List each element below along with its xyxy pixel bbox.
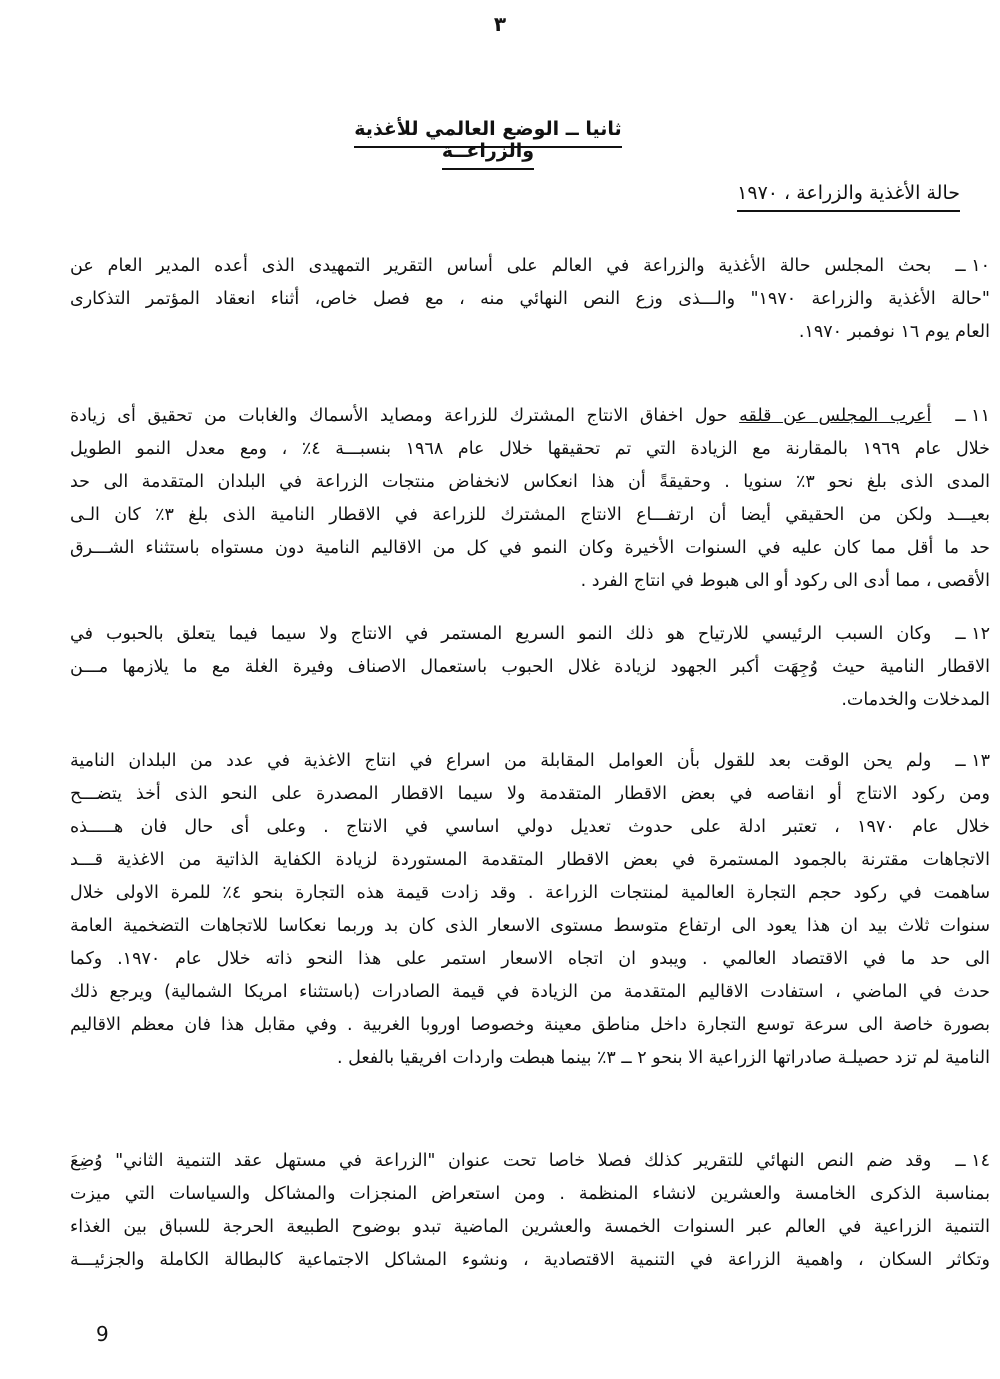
paragraph-line: سنوات ثلاث بيد ان هذا يعود الى ارتفاع متوسط مستوى الاسعار الذى كان بد وربما نعكاسا للاتجاهات التضخمية العامة xyxy=(70,916,990,936)
header-page-number: ٣ xyxy=(493,12,507,36)
paragraph-line: حد ما أقل مما كان عليه في السنوات الأخيرة وكان النمو في كل من الاقاليم النامية دون مستواه باستثناء الشـــرق xyxy=(70,538,990,558)
paragraph-line: المدخلات والخدمات. xyxy=(841,690,990,710)
paragraph-line: المدى الذى بلغ نحو ٣٪ سنويا . وحقيقةً أن هذا انعكاس لانخفاض منتجات الزراعة في البلدان المتقدمة الى حد xyxy=(70,472,990,492)
paragraph-number: ١٤ ــ xyxy=(955,1151,990,1171)
paragraph-line xyxy=(70,745,990,778)
paragraph-line xyxy=(70,250,990,283)
line-text: ولم يحن الوقت بعد للقول بأن العوامل المقابلة من اسراع في انتاج الاغذية في عدد من البلدان النامية xyxy=(70,751,932,771)
paragraph-line xyxy=(70,618,990,651)
paragraph-14 xyxy=(70,1145,990,1277)
paragraph-13 xyxy=(70,745,990,1075)
paragraph-line: وتكاثر السكان ، واهمية الزراعة في التنمية الاقتصادية ، ونشوء المشاكل الاجتماعية كالبطالة الكاملة والجزئيـــة xyxy=(70,1250,990,1270)
paragraph-line: بمناسبة الذكرى الخامسة والعشرين لانشاء المنظمة . ومن استعراض المنجزات والمشاكل والسياسات التي ميزت xyxy=(70,1184,990,1204)
footer-page-number: 9 xyxy=(96,1322,109,1346)
paragraph-line: بعيـــد ولكن من الحقيقي أيضا أن ارتفـــاع الانتاج المشترك للزراعة في الاقطار النامية الذى بلغ ٣٪ كان الـى xyxy=(70,505,991,525)
paragraph-line: "حالة الأغذية والزراعة ١٩٧٠" والـــذى وزع النص النهائي منه ، مع فصل خاص، أثناء انعقاد المؤتمر التذكارى xyxy=(70,289,990,309)
paragraph-number: ١١ ــ xyxy=(955,406,990,426)
line-text: وكان السبب الرئيسي للارتياح هو ذلك النمو السريع المستمر في الانتاج ولا سيما فيما يتعلق بالحبوب في xyxy=(70,624,932,644)
paragraph-11 xyxy=(70,400,990,598)
section-title xyxy=(318,118,658,162)
line-text: حول اخفاق الانتاج المشترك للزراعة ومصايد الأسماك والغابات من تحقيق أى زيادة xyxy=(70,406,728,426)
paragraph-number: ١٣ ــ xyxy=(955,751,990,771)
paragraph-number: ١٠ ــ xyxy=(955,256,990,276)
paragraph-10 xyxy=(70,250,990,349)
line-text: بحث المجلس حالة الأغذية والزراعة في العالم على أساس التقرير التمهيدى الذى أعده المدير العام عن xyxy=(70,256,932,276)
paragraph-line: بصورة خاصة الى سرعة توسع التجارة داخل مناطق معينة وخصوصا اوروبا الغربية . وفي مقابل هذا فان معظم الاقاليم xyxy=(70,1015,990,1035)
paragraph-line: النامية لم تزد حصيلـة صادراتها الزراعية الا بنحو ٢ ــ ٣٪ بينما هبطت واردات افريقيا بالفعل . xyxy=(336,1048,990,1068)
line-text: وقد ضم النص النهائي للتقرير كذلك فصلا خاصا تحت عنوان "الزراعة في مستهل عقد التنمية الثاني" وُضِعَ xyxy=(70,1151,932,1171)
paragraph-line: الأقصى ، مما أدى الى ركود أو الى هبوط في انتاج الفرد . xyxy=(580,571,990,591)
paragraph-line: خلال عام ١٩٧٠ ، تعتبر ادلة على حدوث تعديل دولي اساسي في الانتاج . وعلى أى حال فان هـــــذه xyxy=(70,817,991,837)
section-title-text: ثانيا ــ الوضع العالمي للأغذية والزراعــة xyxy=(354,118,621,170)
paragraph-line: العام يوم ١٦ نوفمبر ١٩٧٠. xyxy=(798,322,990,342)
paragraph-line: الاقطار النامية حيث وُجِهَت أكبر الجهود لزيادة غلال الحبوب باستعمال الاصناف وفيرة الغلة مع ما يلازمها مـــن xyxy=(70,657,990,677)
paragraph-number: ١٢ ــ xyxy=(955,624,990,644)
paragraph-line xyxy=(70,400,990,433)
paragraph-line xyxy=(70,1145,990,1178)
paragraph-line: ساهمت في ركود حجم التجارة العالمية لمنتجات الزراعة . وقد زادت قيمة هذه التجارة بنحو ٤٪ للمرة الاولى خلال xyxy=(70,883,990,903)
paragraph-line: خلال عام ١٩٦٩ بالمقارنة مع الزيادة التي تم تحقيقها خلال عام ١٩٦٨ بنسبـــة ٤٪ ، ومع معدل النمو الطويل xyxy=(70,439,990,459)
paragraph-12 xyxy=(70,618,990,717)
paragraph-line: الاتجاهات مقترنة بالجمود المستمرة في بعض الاقطار المتقدمة المستوردة لزيادة الكفاية الذاتية من الاغذية قـــد xyxy=(70,850,990,870)
paragraph-line: الى حد ما في الاقتصاد العالمي . ويبدو ان اتجاه الاسعار استمر على هذا النحو ذاته خلال عام ١٩٧٠. وكما xyxy=(70,949,990,969)
subsection-title-text: حالة الأغذية والزراعة ، ١٩٧٠ xyxy=(737,182,960,212)
paragraph-line: التنمية الزراعية في العالم عبر السنوات الخمسة والعشرين الماضية تبدو بوضوح الطبيعة الحرجة للسباق بين الغذاء xyxy=(70,1217,990,1237)
subsection-title xyxy=(737,182,960,204)
underlined-lead: أعرب المجلس عن قلقه xyxy=(739,406,932,426)
paragraph-line: ومن ركود الانتاج أو انقاصه في بعض الاقطار المتقدمة ولا سيما الاقطار المصدرة على النحو الذى أخذ يتضـــح xyxy=(70,784,990,804)
paragraph-line: حدث في الماضي ، استفادت الاقاليم المتقدمة من الزيادة في قيمة الصادرات (باستثناء امريكا الشمالية) ويرجع ذلك xyxy=(70,982,990,1002)
